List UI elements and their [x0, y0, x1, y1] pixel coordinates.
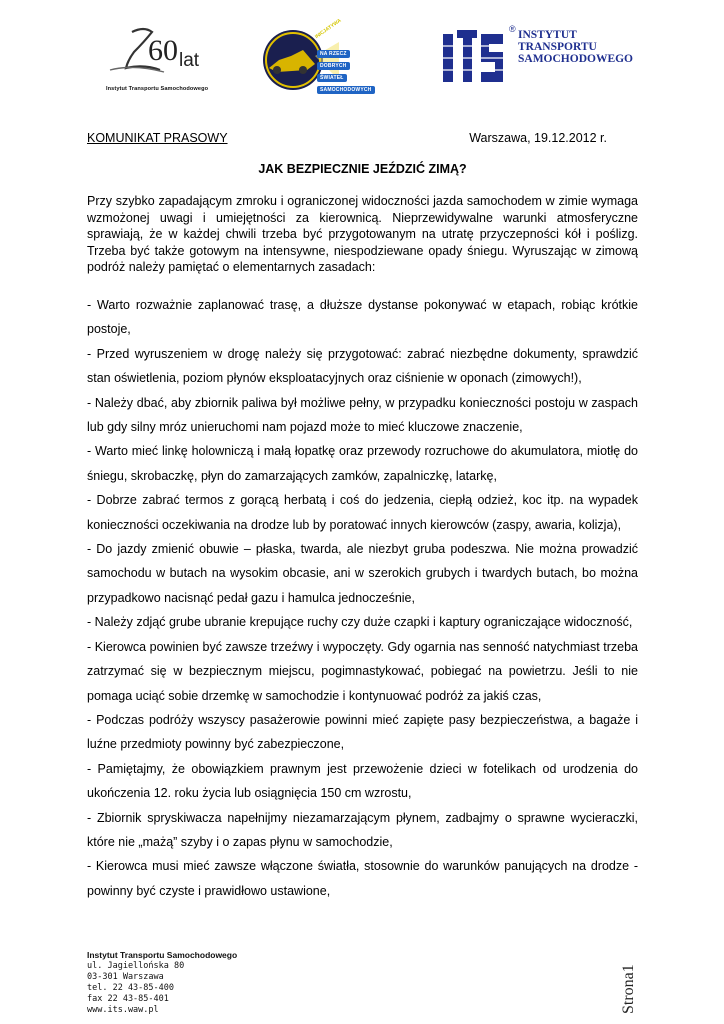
campaign-label-4: SAMOCHODOWYCH — [317, 86, 375, 94]
footer-address — [87, 950, 237, 1016]
list-item: - Warto mieć linkę holowniczą i małą łopatkę oraz przewody rozruchowe do akumulatora, miotłę do śniegu, skrobaczkę, płyn do zamarzających zamków, zapalniczkę, latarkę, — [87, 444, 638, 483]
svg-text:60: 60 — [148, 34, 178, 67]
campaign-label-1: NA RZECZ — [317, 50, 350, 58]
list-item: - Należy dbać, aby zbiornik paliwa był możliwe pełny, w przypadku konieczności postoju w zaspach lub gdy silny mróz unieruchomi nam pojazd może to mieć kluczowe znaczenie, — [87, 395, 638, 435]
sixty-years-word: lat — [179, 50, 200, 71]
header-logos — [0, 14, 724, 94]
document-title: JAK BEZPIECZNIE JEŹDZIĆ ZIMĄ? — [258, 162, 467, 176]
list-item: - Przed wyruszeniem w drogę należy się przygotować: zabrać niezbędne dokumenty, sprawdzić stan oświetlenia, poziom płynów eksploatacyjnych oraz ciśnienie w oponach (zimowych!), — [87, 346, 638, 386]
list-item: - Dobrze zabrać termos z gorącą herbatą i coś do jedzenia, ciepłą odzież, koc itp. na wypadek konieczności oczekiwania na drodze lub by poratować innych kierowców (zaspy, awaria, kolizja), — [87, 493, 638, 532]
footer-tel: tel. 22 43-85-400 — [87, 983, 174, 993]
press-release-label: KOMUNIKAT PRASOWY — [87, 131, 228, 145]
list-item: - Pamiętajmy, że obowiązkiem prawnym jest przewożenie dzieci w fotelikach od urodzenia do ukończenia 12. roku życia lub osiągnięcia 150 cm wzrostu, — [87, 761, 638, 801]
list-item: - Kierowca musi mieć zawsze włączone światła, stosownie do warunków panujących na drodze - powinny być czyste i prawidłowo ustawione, — [87, 859, 638, 898]
list-item: - Podczas podróży wszyscy pasażerowie powinni mieć zapięte pasy bezpieczeństwa, a bagaże i luźne przedmioty powinny być zabezpieczone, — [87, 712, 638, 752]
footer-www: www.its.waw.pl — [87, 1005, 159, 1015]
lights-campaign-logo — [257, 17, 385, 100]
page-number: Strona1 — [620, 964, 637, 1014]
list-item: - Należy zdjąć grube ubranie krepujące ruchy czy duże czapki i kaptury ograniczające widoczność, — [87, 615, 633, 630]
list-item: - Zbiornik spryskiwacza napełnijmy niezamarzającym płynem, zadbajmy o sprawne wycieraczki, które nie „mażą” szyby i o zapas płynu w samochodzie, — [87, 810, 638, 849]
list-item: - Kierowca powinien być zawsze trzeźwy i wypoczęty. Gdy ogarnia nas senność natychmiast trzeba zatrzymać się w bezpiecznym miejscu, pogimnastykować, pobiegać na powietrzu. Jeśli to nie pomaga uciąć sobie drzemkę w samochodzie i kontynuować podróż za jakiś czas, — [87, 639, 638, 703]
footer-institute: Instytut Transportu Samochodowego — [87, 950, 238, 960]
campaign-initiative-label: INICJATYWA — [314, 17, 343, 41]
its-mark-icon — [443, 26, 507, 86]
place-date: Warszawa, 19.12.2012 r. — [469, 131, 607, 145]
footer-city: 03-301 Warszawa — [87, 972, 164, 982]
its-logo — [443, 26, 643, 90]
registered-mark: ® — [509, 24, 516, 34]
sixty-years-mark-icon — [104, 24, 222, 86]
press-release-header — [87, 131, 638, 147]
intro-paragraph: Przy szybko zapadającym zmroku i ograniczonej widoczności jazda samochodem w zimie wymaga wzmożonej uwagi i umiejętności za kierownicą. Nieprzewidywalne warunki atmosferyczne sprawiają, że w każdej chwili trzeba być przygotowanym na utratę przyczepności kół i poślizg. Trzeba być także gotowym na intensywne, niespodziewane opady śniegu. Wyruszając w zimową podróż należy pamiętać o elementarnych zasadach: — [87, 194, 638, 274]
sixty-years-subtitle: Instytut Transportu Samochodowego — [106, 86, 209, 92]
footer-street: ul. Jagiellońska 80 — [87, 961, 185, 971]
its-name: INSTYTUT TRANSPORTU SAMOCHODOWEGO — [518, 29, 634, 65]
campaign-label-3: ŚWIATEŁ — [317, 74, 347, 82]
campaign-label-2: DOBRYCH — [317, 62, 350, 70]
tips-list — [87, 293, 638, 903]
list-item: - Do jazdy zmienić obuwie – płaska, twarda, ale niezbyt gruba podeszwa. Nie można prowadzić samochodu w butach na wysokim obcasie, ani w szerokich grubych i twardych butach, bo można przypadkowo nacisnąć pedał gazu i hamulca jednocześnie, — [87, 542, 638, 605]
list-item: - Warto rozważnie zaplanować trasę, a dłuższe dystanse pokonywać w etapach, robiąc krótkie postoje, — [87, 298, 638, 337]
sixty-years-logo — [104, 24, 222, 94]
footer-fax: fax 22 43-85-401 — [87, 994, 169, 1004]
